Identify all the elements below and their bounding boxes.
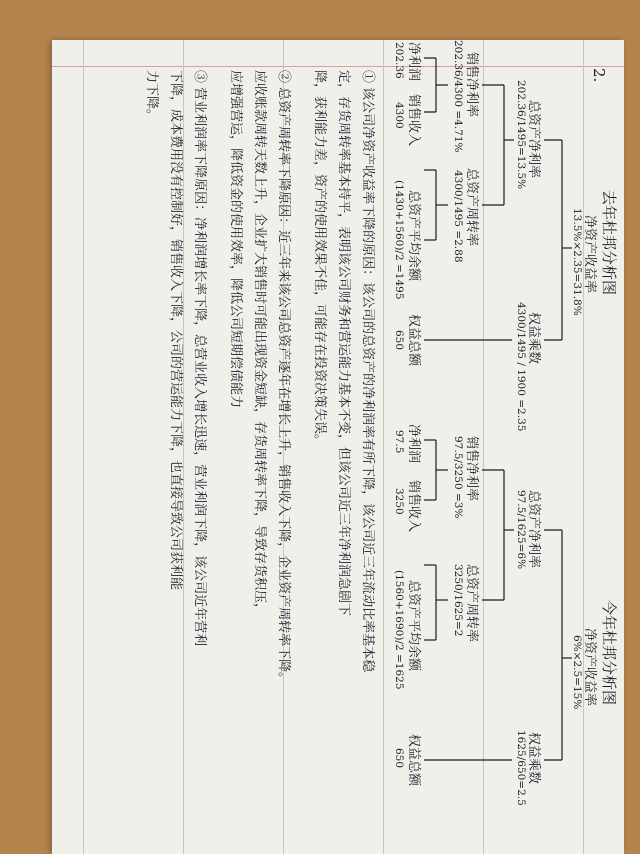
right-net-profit-margin-formula: 97.5/3250 =3% <box>452 436 464 519</box>
right-avg-assets-formula: (1560+1690)/2 =1625 <box>393 570 405 690</box>
left-equity-multiplier-label: 权益乘数 <box>526 312 541 365</box>
page-number: 2. <box>590 68 608 83</box>
left-roa-formula: 202.36/1495=13.5% <box>515 80 527 190</box>
left-sales-label: 销售收入 <box>406 94 421 147</box>
right-chart-title: 今年杜邦分析图 <box>600 600 618 706</box>
analysis-p3-line3: 力下降。 <box>144 70 159 123</box>
left-equity-multiplier-formula: 4300/1495 / 1900 =2.35 <box>515 302 527 432</box>
analysis-p1-line2: 定，存货周转率基本持平，表明该公司财务和营运能力基本不变，但该公司近三年净利润急剧下 <box>336 70 351 617</box>
left-root-formula: 13.5%×2.35=31.8% <box>571 208 583 316</box>
right-equity-total-label: 权益总额 <box>406 734 421 787</box>
right-sales-label: 销售收入 <box>406 480 421 533</box>
right-root-formula: 6%×2.5=15% <box>571 635 583 710</box>
left-root-label: 净资产收益率 <box>582 215 597 294</box>
left-asset-turnover-formula: 4300/1495 =2.88 <box>452 170 464 263</box>
left-sales-value: 4300 <box>393 102 405 129</box>
analysis-p3-line2: 下降，成本费用没有控制好，销售收入下降，公司的营运能力下降，也直接导致公司获利能 <box>168 70 183 591</box>
right-equity-total-value: 650 <box>393 748 405 769</box>
left-equity-total-label: 权益总额 <box>406 314 421 367</box>
right-roa-formula: 97.5/1625=6% <box>515 490 527 570</box>
left-net-profit-margin-formula: 202.36/4300 =4.71% <box>452 40 464 153</box>
right-sales-value: 3250 <box>393 488 405 515</box>
right-roa-label: 总资产净利率 <box>526 490 541 569</box>
analysis-p1-line3: 降，获利能力差，资产的使用效果不佳，可能存在投资决策失误。 <box>312 70 327 448</box>
right-net-profit-margin-label: 销售净利率 <box>464 436 479 502</box>
analysis-p2-line2: 应收账款周转天数上升，企业扩大销售时可能出现资金短缺，存货周转率下降，导致存货积压， <box>252 70 267 617</box>
left-net-income-value: 202.36 <box>393 42 405 79</box>
analysis-p2-line3: 应增强营运，降低资金的使用效率，降低公司短期偿债能力 <box>228 70 243 409</box>
right-net-income-label: 净利润 <box>406 424 421 464</box>
analysis-p3-line1: ③ 营业利润率下降原因：净利润增长率下降，总营业收入增长迅速，营业利润下降，该公司近年营利 <box>192 70 207 647</box>
right-asset-turnover-label: 总资产周转率 <box>464 564 479 643</box>
notebook-page <box>52 40 624 854</box>
left-avg-assets-label: 总资产平均余额 <box>406 190 421 282</box>
right-equity-multiplier-formula: 1625/650=2.5 <box>515 730 527 806</box>
right-root-label: 净资产收益率 <box>582 628 597 707</box>
left-net-profit-margin-label: 销售净利率 <box>464 52 479 118</box>
right-asset-turnover-formula: 3250/1625=2 <box>452 564 464 637</box>
left-net-income-label: 净利润 <box>406 42 421 82</box>
rotated-handwritten-sheet <box>52 40 624 854</box>
analysis-p1-line1: ① 该公司净资产收益率下降的原因：该公司的总资产的净利润率有所下降，该公司近三年流动比率基本稳 <box>360 70 375 673</box>
left-avg-assets-formula: (1430+1560)/2 =1495 <box>393 180 405 300</box>
left-asset-turnover-label: 总资产周转率 <box>464 168 479 247</box>
left-chart-title: 去年杜邦分析图 <box>600 190 618 296</box>
left-roa-label: 总资产净利率 <box>526 100 541 179</box>
right-net-income-value: 97.5 <box>393 430 405 454</box>
right-equity-multiplier-label: 权益乘数 <box>526 732 541 785</box>
left-equity-total-value: 650 <box>393 330 405 351</box>
analysis-p2-line1: ② 总资产周转率下降原因：近三年来该公司总资产逐年在增长上升，销售收入下降，企业资产周转率下降。 <box>276 70 291 686</box>
right-avg-assets-label: 总资产平均余额 <box>406 580 421 672</box>
